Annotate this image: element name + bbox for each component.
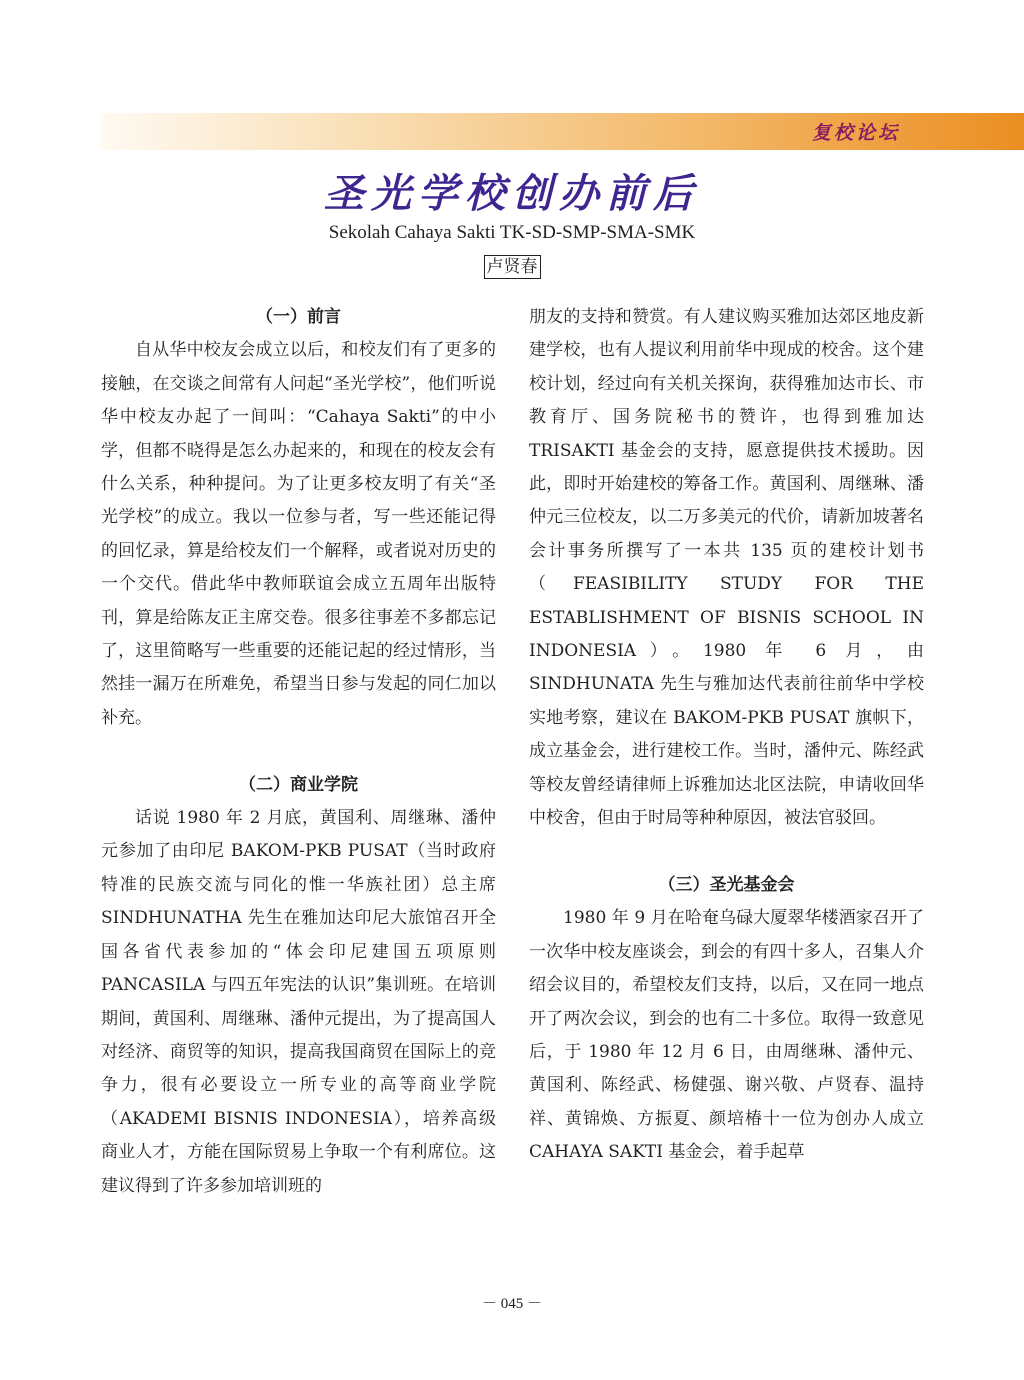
section-heading-2: （二）商业学院	[239, 774, 358, 795]
section-heading-3: （三）圣光基金会	[658, 874, 795, 895]
left-column	[101, 301, 496, 1203]
section-2-paragraph-continued: 朋友的支持和赞赏。有人建议购买雅加达郊区地皮新建学校，也有人提议利用前华中现成的校舍。这个建校计划，经过向有关机关探询，获得雅加达市长、市教育厅、国务院秘书的赞许，也得到雅加达 TRISAKTI 基金会的支持，愿意提供技术援助。因此，即时开始建校的筹备工作。黄国利、周继琳、潘仲元三位校友，以二万多美元的代价，请新加坡著名会计事务所撰写了一本共 135 页的建校计划书（FEASIBILITY STUDY FOR THE ESTABLISHMENT OF BISNIS SCHOOL IN INDONESIA）。1980 年 6 月，由 SINDHUNATA 先生与雅加达代表前往前华中学校实地考察，建议在 BAKOM-PKB PUSAT 旗帜下，成立基金会，进行建校工作。当时，潘仲元、陈经武等校友曾经请律师上诉雅加达北区法院，申请收回华中校舍，但由于时局等种种原因，被法官驳回。	[529, 307, 924, 829]
author-line	[0, 255, 1024, 279]
section-1-paragraph: 自从华中校友会成立以后，和校友们有了更多的接触，在交谈之间常有人问起“圣光学校”，他们听说华中校友办起了一间叫：“Cahaya Sakti”的中小学，但都不晓得是怎么办起来的，和现在的校友会有什么关系，种种提问。为了让更多校友明了有关“圣光学校”的成立。我以一位参与者，写一些还能记得的回忆录，算是给校友们一个解释，或者说对历史的一个交代。借此华中教师联谊会成立五周年出版特刊，算是给陈友正主席交卷。很多往事差不多都忘记了，这里简略写一些重要的还能记起的经过情形，当然挂一漏万在所难免，希望当日参与发起的同仁加以补充。	[101, 340, 496, 728]
section-3-paragraph: 1980 年 9 月在哈奄乌碌大厦翠华楼酒家召开了一次华中校友座谈会，到会的有四十多人，召集人介绍会议目的，希望校友们支持，以后，又在同一地点开了两次会议，到会的也有二十多位。取得一致意见后，于 1980 年 12 月 6 日，由周继琳、潘仲元、黄国利、陈经武、杨健强、谢兴敬、卢贤春、温持祥、黄锦焕、方振夏、颜培椿十一位为创办人成立CAHAYA SAKTI 基金会，着手起草	[529, 908, 924, 1163]
page-number: － 045 －	[481, 1296, 542, 1312]
paragraph-gap	[529, 836, 924, 869]
article-title: 圣光学校创办前后	[324, 170, 700, 217]
paragraph-gap	[101, 735, 496, 768]
right-column	[529, 301, 924, 1170]
section-label: 复校论坛	[811, 122, 900, 144]
article-subtitle: Sekolah Cahaya Sakti TK-SD-SMP-SMA-SMK	[328, 222, 696, 243]
author-name: 卢贤春	[484, 255, 541, 279]
section-heading-1: （一）前言	[256, 307, 341, 327]
section-2-paragraph: 话说 1980 年 2 月底，黄国利、周继琳、潘仲元参加了由印尼 BAKOM-PKB PUSAT（当时政府特准的民族交流与同化的惟一华族社团）总主席 SINDHUNATHA 先生在雅加达印尼大旅馆召开全国各省代表参加的“体会印尼建国五项原则 PANCASILA 与四五年宪法的认识”集训班。在培训期间，黄国利、周继琳、潘仲元提出，为了提高国人对经济、商贸等的知识，提高我国商贸在国际上的竞争力，很有必要设立一所专业的高等商业学院（AKADEMI BISNIS INDONESIA），培养高级商业人才，方能在国际贸易上争取一个有利席位。这建议得到了许多参加培训班的	[101, 808, 496, 1196]
